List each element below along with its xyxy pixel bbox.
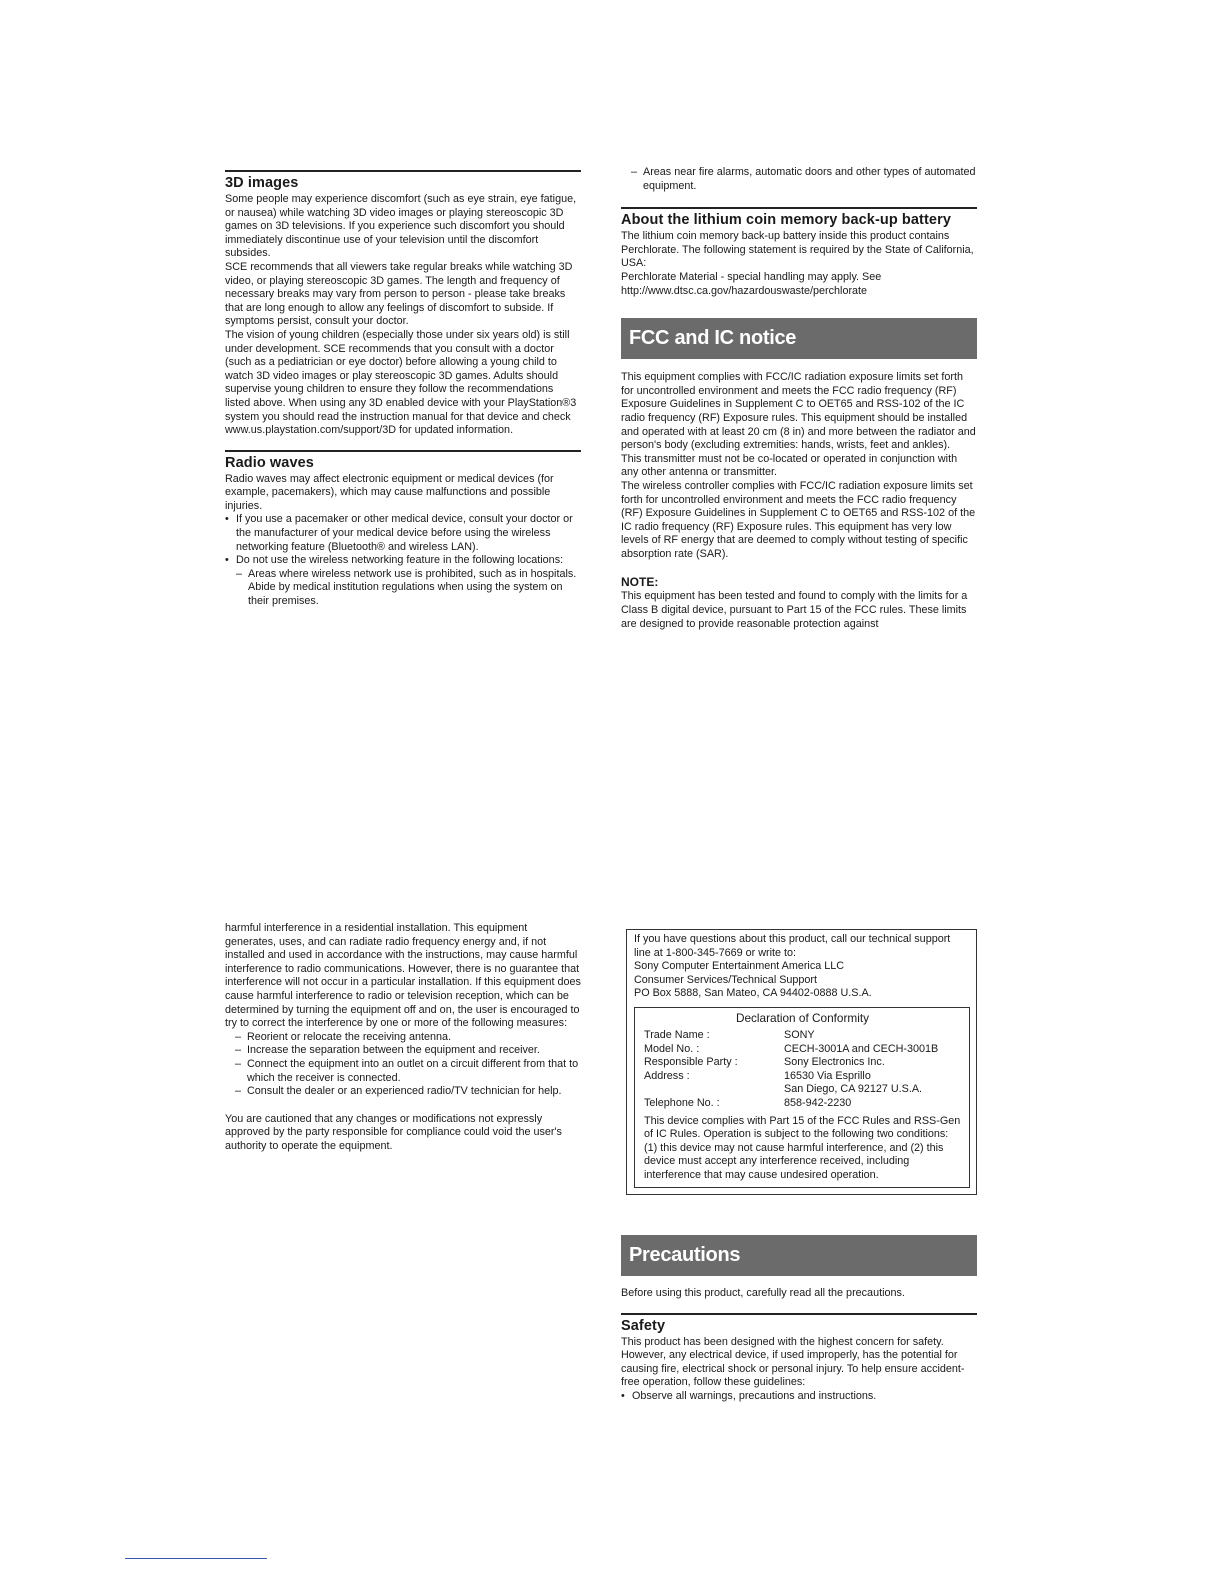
contact-info: [634, 933, 970, 1001]
section-rule: [621, 207, 977, 209]
bullet-item: • If you use a pacemaker or other medical device, consult your doctor or the manufacturer of your medical device before using the wireless networking feature (Bluetooth® and wireless LAN).: [225, 513, 581, 554]
footer-divider-line: [125, 1558, 267, 1559]
dash-item: – Areas where wireless network use is prohibited, such as in hospitals. Abide by medical institution regulations when using the system on their premises.: [236, 568, 581, 609]
section-body-radio-waves: [225, 473, 581, 609]
table-row: [644, 1043, 961, 1057]
declaration-text: This device complies with Part 15 of the FCC Rules and RSS-Gen of IC Rules. Operation is subject to the following two conditions: (1) this device may not cause harmful interference, and (2) this device must accept any interference received, including interference that may cause undesired operation.: [644, 1114, 961, 1181]
fcc-ic-notice-banner: FCC and IC notice: [621, 318, 977, 359]
contact-box: [626, 929, 977, 1195]
field-label: Responsible Party :: [644, 1056, 738, 1069]
table-row: [644, 1070, 961, 1097]
section-rule: [225, 170, 581, 172]
paragraph: The vision of young children (especially those under six years old) is still under development. SCE recommends that you consult with a doctor (such as a pediatrician or eye doctor) before allowing a young child to watch 3D video images or play stereoscopic 3D games. Adults should supervise young children to ensure they follow the recommendations listed above. When using any 3D enabled device with your PlayStation®3 system you should read the instruction manual for that device and check www.us.playstation.com/support/3D for updated information.: [225, 328, 577, 437]
bullet-list: [621, 1390, 977, 1404]
address-line: San Diego, CA 92127 U.S.A.: [784, 1083, 923, 1096]
paragraph: Perchlorate Material - special handling may apply. See http://www.dtsc.ca.gov/hazardouswaste/perchlorate: [621, 270, 882, 297]
continued-list: [621, 166, 977, 193]
section-title-3d-images: 3D images: [225, 175, 299, 191]
dash-item: – Reorient or relocate the receiving antenna.: [235, 1031, 581, 1045]
field-value: 858-942-2230: [784, 1096, 852, 1109]
paragraph: The wireless controller complies with FCC/IC radiation exposure limits set forth for uncontrolled environment and meets the FCC radio frequency (RF) Exposure Guidelines in Supplement C to OET65 and RSS-102 of the IC radio frequency (RF) Exposure rules. This equipment has very low levels of RF energy that are deemed to comply without testing of specific absorption rate (SAR).: [621, 479, 976, 560]
interference-body: [225, 922, 581, 1154]
paragraph: Radio waves may affect electronic equipment or medical devices (for example, pacemakers), which may cause malfunctions and possible injuries.: [225, 472, 554, 512]
precautions-banner: Precautions: [621, 1235, 977, 1276]
section-rule: [225, 450, 581, 452]
page1-right-column: [621, 166, 977, 631]
section-title-lithium-battery: About the lithium coin memory back-up battery: [621, 212, 951, 229]
field-label: Model No. :: [644, 1042, 700, 1055]
paragraph: The lithium coin memory back-up battery inside this product contains Perchlorate. The following statement is required by the State of California, USA:: [621, 230, 974, 270]
fcc-notice-body: [621, 371, 977, 561]
dash-item: – Increase the separation between the equipment and receiver.: [235, 1044, 581, 1058]
dash-item: – Connect the equipment into an outlet on a circuit different from that to which the receiver is connected.: [235, 1058, 581, 1085]
contact-line: Sony Computer Entertainment America LLC: [634, 960, 845, 973]
note-body: This equipment has been tested and found to comply with the limits for a Class B digital device, pursuant to Part 15 of the FCC rules. These limits are designed to provide reasonable protection against: [621, 590, 968, 630]
table-row: [644, 1097, 961, 1111]
paragraph: This product has been designed with the highest concern for safety. However, any electrical device, if used improperly, has the potential for causing fire, electrical shock or personal injury. To help ensure accident-free operation, follow these guidelines:: [621, 1335, 965, 1389]
field-value: Sony Electronics Inc.: [784, 1056, 885, 1069]
dash-list: [621, 166, 977, 193]
section-body-3d-images: [225, 193, 581, 438]
declaration-title: Declaration of Conformity: [735, 1010, 870, 1025]
declaration-table: [644, 1029, 961, 1111]
section-rule: [621, 1313, 977, 1315]
field-value: SONY: [784, 1028, 815, 1041]
bullet-text: Do not use the wireless networking feature in the following locations:: [236, 554, 564, 567]
page2-left-column: [225, 922, 581, 1154]
page2-right-lower: [621, 1235, 977, 1404]
page2-right-column: [626, 929, 977, 1195]
paragraph: harmful interference in a residential installation. This equipment generates, uses, and can radiate radio frequency energy and, if not installed and used in accordance with the instructions, may cause harmful interference to radio communications. However, there is no guarantee that interference will not occur in a particular installation. If this equipment does cause harmful interference to radio or television reception, which can be determined by turning the equipment off and on, the user is encouraged to try to correct the interference by one or more of the following measures:: [225, 922, 581, 1030]
declaration-of-conformity-box: [634, 1007, 970, 1188]
paragraph: You are cautioned that any changes or modifications not expressly approved by the party responsible for compliance could void the user's authority to operate the equipment.: [225, 1112, 562, 1152]
contact-line: Consumer Services/Technical Support: [634, 973, 818, 986]
table-row: [644, 1029, 961, 1043]
measures-list: [225, 1031, 581, 1099]
field-label: Address :: [644, 1069, 690, 1082]
bullet-item: [225, 554, 581, 608]
section-body-lithium-battery: [621, 230, 977, 298]
section-title-radio-waves: Radio waves: [225, 454, 314, 471]
section-body-safety: [621, 1336, 977, 1404]
bullet-list: [225, 513, 581, 608]
contact-line: PO Box 5888, San Mateo, CA 94402-0888 U.S.A.: [634, 987, 872, 1000]
field-value: [784, 1070, 961, 1097]
dash-item: – Consult the dealer or an experienced radio/TV technician for help.: [235, 1085, 581, 1099]
bullet-item: • Observe all warnings, precautions and instructions.: [621, 1390, 977, 1404]
table-row: [644, 1056, 961, 1070]
dash-list: [236, 568, 581, 609]
paragraph: Some people may experience discomfort (such as eye strain, eye fatigue, or nausea) while watching 3D video images or playing stereoscopic 3D games on 3D televisions. If you experience such discomfort you should immediately discontinue use of your television until the discomfort subsides.: [225, 193, 577, 260]
field-label: Trade Name :: [644, 1028, 710, 1041]
note-title: NOTE:: [621, 575, 659, 590]
section-title-safety: Safety: [621, 1317, 666, 1334]
address-line: 16530 Via Esprillo: [784, 1069, 871, 1082]
field-label: Telephone No. :: [644, 1096, 720, 1109]
precautions-intro: Before using this product, carefully read all the precautions.: [621, 1287, 905, 1299]
dash-item: – Areas near fire alarms, automatic doors and other types of automated equipment.: [631, 166, 977, 193]
paragraph: This transmitter must not be co-located or operated in conjunction with any other antenna or transmitter.: [621, 452, 958, 479]
paragraph: This equipment complies with FCC/IC radiation exposure limits set forth for uncontrolled environment and meets the FCC radio frequency (RF) Exposure Guidelines in Supplement C to OET65 and RSS-102 of the IC radio frequency (RF) Exposure rules. This equipment should be installed and operated with at least 20 cm (8 in) and more between the radiator and person's body (excluding extremities: hands, wrists, feet and ankles).: [621, 371, 976, 452]
page1-left-column: [225, 170, 581, 609]
field-value: CECH-3001A and CECH-3001B: [784, 1042, 939, 1055]
contact-line: If you have questions about this product, call our technical support line at 1-800-345-7669 or write to:: [634, 933, 951, 959]
paragraph: SCE recommends that all viewers take regular breaks while watching 3D video, or playing stereoscopic 3D games. The length and frequency of necessary breaks may vary from person to person - please take breaks that are long enough to allow any feelings of discomfort to subside. If symptoms persist, consult your doctor.: [225, 260, 573, 328]
